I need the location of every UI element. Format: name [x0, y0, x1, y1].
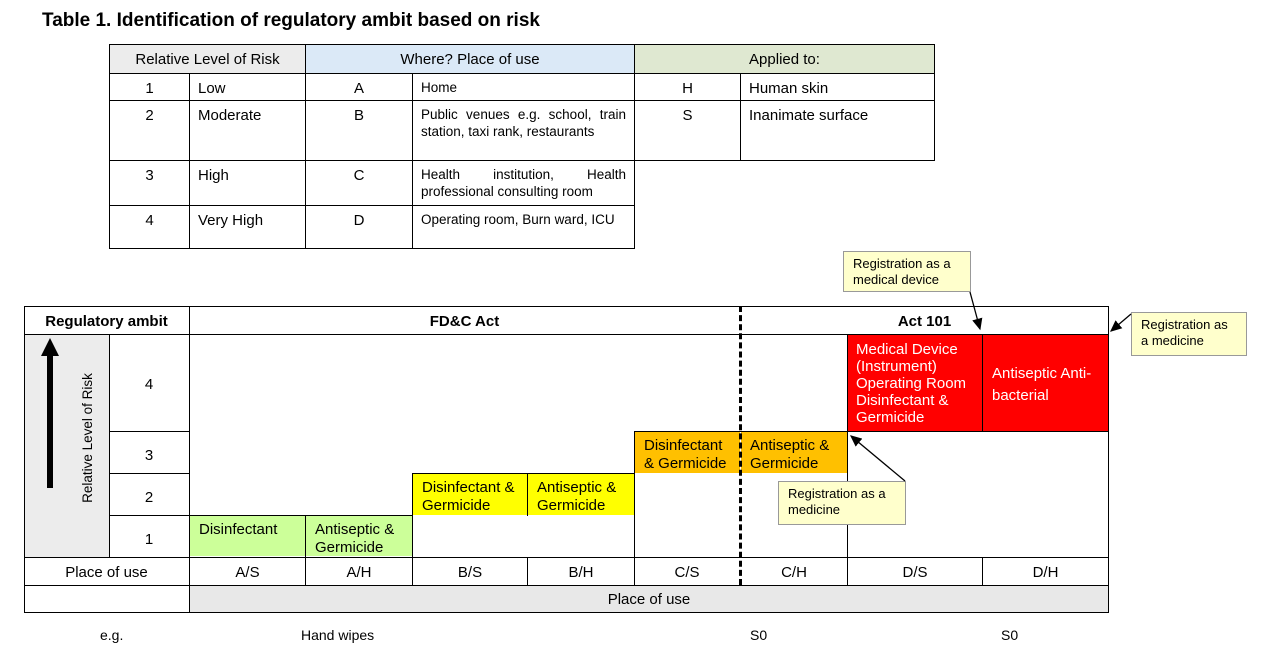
callout-medical-device: Registration as a medical device [843, 251, 971, 292]
cell-bs: Disinfectant & Germicide [413, 474, 527, 515]
place-cs: C/S [674, 564, 700, 581]
place-as: A/S [235, 564, 260, 581]
cell-bh: Antiseptic & Germicide [528, 474, 634, 515]
cell-ch: Antiseptic & Germicide [741, 432, 847, 473]
example-dh: S0 [1001, 627, 1019, 643]
place-ah: A/H [346, 564, 372, 581]
place-bs: B/S [457, 564, 483, 581]
header-risk: Relative Level of Risk [110, 45, 306, 74]
cell-dh: Antiseptic Anti-bacterial [983, 335, 1108, 431]
callout-medicine-mid: Registration as a medicine [778, 481, 906, 525]
callout-medicine-right: Registration as a medicine [1131, 312, 1247, 356]
table-row: 3 High C Health institution, Health professional consulting room [110, 161, 935, 206]
table-row: 2 Moderate B Public venues e.g. school, train station, taxi rank, restaurants S Inanimate surface [110, 101, 935, 161]
bottom-place-of-use: Place of use [607, 591, 691, 608]
example-ch: S0 [750, 627, 768, 643]
cell-ds: Medical Device (Instrument) Operating Room Disinfectant & Germicide [848, 335, 982, 431]
place-of-use-label: Place of use [65, 564, 148, 581]
level-1: 1 [144, 531, 154, 548]
cell-ah: Antiseptic & Germicide [306, 516, 412, 556]
page-title: Table 1. Identification of regulatory ambit based on risk [42, 10, 540, 31]
header-place: Where? Place of use [306, 45, 635, 74]
table-row: 1 Low A Home H Human skin [110, 74, 935, 101]
example-label: e.g. [100, 627, 124, 643]
header-applied: Applied to: [635, 45, 935, 74]
cell-as: Disinfectant [190, 516, 305, 556]
place-dh: D/H [1032, 564, 1059, 581]
fdc-act-label: FD&C Act [429, 313, 500, 330]
example-ah: Hand wipes [301, 627, 375, 643]
level-2: 2 [144, 489, 154, 506]
act-101-label: Act 101 [897, 313, 952, 330]
place-bh: B/H [568, 564, 594, 581]
place-ds: D/S [902, 564, 928, 581]
level-3: 3 [144, 447, 154, 464]
regulatory-ambit-label: Regulatory ambit [45, 313, 168, 330]
risk-axis-label: Relative Level of Risk [80, 373, 95, 503]
table-row: 4 Very High D Operating room, Burn ward, ICU [110, 206, 935, 249]
level-4: 4 [144, 376, 154, 393]
cell-cs: Disinfectant & Germicide [635, 432, 740, 473]
place-ch: C/H [781, 564, 807, 581]
